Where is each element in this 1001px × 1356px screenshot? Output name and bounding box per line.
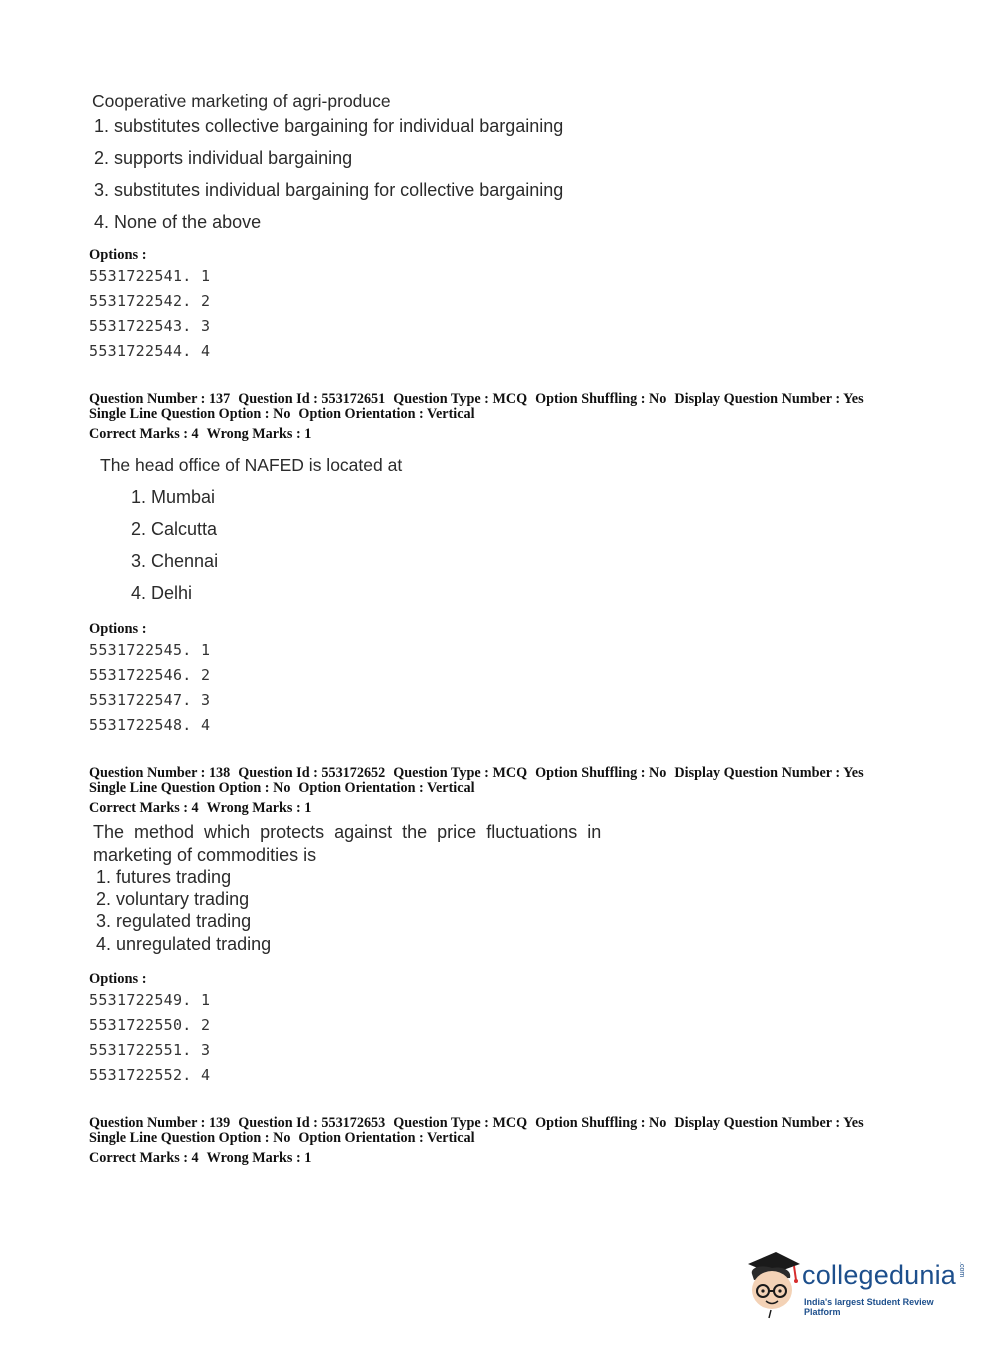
- answer-choice: 1. Mumbai: [131, 487, 216, 507]
- options-label: Options :: [89, 971, 147, 987]
- question-stem: The head office of NAFED is located at: [100, 455, 403, 475]
- single-line-question-option: Single Line Question Option : No: [89, 406, 291, 422]
- question-meta: [89, 392, 872, 422]
- correct-marks: Correct Marks : 4: [89, 800, 199, 816]
- question-number: Question Number : 138: [89, 765, 231, 781]
- question-marks: [89, 427, 319, 442]
- option-id: 5531722551. 3: [89, 1041, 211, 1059]
- logo-wordmark: collegedunia: [802, 1260, 957, 1290]
- option-id: 5531722543. 3: [89, 317, 211, 335]
- option-id: 5531722541. 1: [89, 267, 211, 285]
- correct-marks: Correct Marks : 4: [89, 1150, 199, 1166]
- answer-choice: 2. voluntary trading: [96, 889, 250, 909]
- option-id: 5531722547. 3: [89, 691, 211, 709]
- question-stem-line: The method which protects against the price fluctuations in: [93, 822, 602, 842]
- option-orientation: Option Orientation : Vertical: [298, 780, 475, 796]
- options-label: Options :: [89, 247, 147, 263]
- question-id: Question Id : 553172651: [238, 391, 386, 407]
- single-line-question-option: Single Line Question Option : No: [89, 1130, 291, 1146]
- option-orientation: Option Orientation : Vertical: [298, 1130, 475, 1146]
- display-question-number: Display Question Number : Yes: [674, 1115, 864, 1131]
- question-meta: [89, 1116, 872, 1146]
- answer-choice: 2. supports individual bargaining: [94, 148, 353, 168]
- collegedunia-logo[interactable]: [742, 1250, 972, 1320]
- option-id: 5531722545. 1: [89, 641, 211, 659]
- answer-choice: 2. Calcutta: [131, 519, 218, 539]
- single-line-question-option: Single Line Question Option : No: [89, 780, 291, 796]
- question-type: Question Type : MCQ: [393, 1115, 528, 1131]
- option-id: 5531722548. 4: [89, 716, 211, 734]
- option-shuffling: Option Shuffling : No: [535, 391, 667, 407]
- display-question-number: Display Question Number : Yes: [674, 391, 864, 407]
- mascot-icon: [742, 1250, 804, 1320]
- wrong-marks: Wrong Marks : 1: [206, 800, 312, 816]
- question-stem-line: marketing of commodities is: [93, 845, 317, 865]
- option-orientation: Option Orientation : Vertical: [298, 406, 475, 422]
- option-id: 5531722546. 2: [89, 666, 211, 684]
- question-meta: [89, 766, 872, 796]
- option-id: 5531722549. 1: [89, 991, 211, 1009]
- answer-choice: 3. Chennai: [131, 551, 219, 571]
- answer-choice: 3. regulated trading: [96, 911, 252, 931]
- options-label: Options :: [89, 621, 147, 637]
- option-shuffling: Option Shuffling : No: [535, 765, 667, 781]
- answer-choice: 3. substitutes individual bargaining for collective bargaining: [94, 180, 564, 200]
- option-id: 5531722552. 4: [89, 1066, 211, 1084]
- wrong-marks: Wrong Marks : 1: [206, 426, 312, 442]
- answer-choice: 4. Delhi: [131, 583, 193, 603]
- logo-tagline: India's largest Student Review Platform: [804, 1297, 934, 1317]
- question-number: Question Number : 137: [89, 391, 231, 407]
- question-type: Question Type : MCQ: [393, 391, 528, 407]
- correct-marks: Correct Marks : 4: [89, 426, 199, 442]
- answer-choice: 4. None of the above: [94, 212, 262, 232]
- question-id: Question Id : 553172652: [238, 765, 386, 781]
- display-question-number: Display Question Number : Yes: [674, 765, 864, 781]
- option-shuffling: Option Shuffling : No: [535, 1115, 667, 1131]
- wrong-marks: Wrong Marks : 1: [206, 1150, 312, 1166]
- option-id: 5531722542. 2: [89, 292, 211, 310]
- question-id: Question Id : 553172653: [238, 1115, 386, 1131]
- question-marks: [89, 801, 319, 816]
- answer-choice: 1. futures trading: [96, 867, 232, 887]
- option-id: 5531722544. 4: [89, 342, 211, 360]
- answer-choice: 4. unregulated trading: [96, 934, 272, 954]
- answer-choice: 1. substitutes collective bargaining for individual bargaining: [94, 116, 564, 136]
- question-number: Question Number : 139: [89, 1115, 231, 1131]
- option-id: 5531722550. 2: [89, 1016, 211, 1034]
- question-marks: [89, 1151, 319, 1166]
- question-type: Question Type : MCQ: [393, 765, 528, 781]
- logo-suffix: .com: [958, 1262, 965, 1278]
- question-stem: Cooperative marketing of agri-produce: [92, 91, 391, 111]
